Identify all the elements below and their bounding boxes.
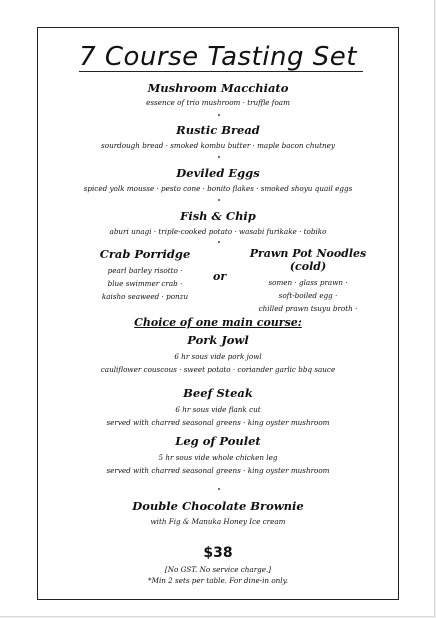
course-desc-line: chilled prawn tsuyu broth · bbox=[258, 304, 358, 313]
main-line: 5 hr sous vide whole chicken leg bbox=[158, 453, 278, 462]
main-line: cauliflower couscous · sweet potato · coriander garlic bbq sauce bbox=[100, 365, 336, 374]
separator-dot bbox=[218, 241, 220, 243]
course-name: Deviled Eggs bbox=[176, 166, 260, 180]
title-underline bbox=[79, 71, 363, 72]
main-name: Leg of Poulet bbox=[175, 434, 261, 448]
main-name: Beef Steak bbox=[183, 386, 253, 400]
course-desc: essence of trio mushroom · truffle foam bbox=[146, 98, 290, 107]
main-line: 6 hr sous vide pork jowl bbox=[174, 352, 262, 361]
course-desc-line: blue swimmer crab · bbox=[107, 279, 183, 288]
dessert-desc: with Fig & Manuka Honey Ice cream bbox=[150, 517, 286, 526]
course-name: Mushroom Macchiato bbox=[147, 81, 289, 95]
course-name: Crab Porridge bbox=[99, 247, 191, 261]
separator-dot bbox=[218, 114, 220, 116]
separator-dot bbox=[218, 156, 220, 158]
main-line: served with charred seasonal greens · king oyster mushroom bbox=[106, 466, 330, 475]
course-desc-line: somen · glass prawn · bbox=[268, 278, 348, 287]
course-name: Rustic Bread bbox=[176, 123, 260, 137]
course-desc-line: soft-boiled egg · bbox=[278, 291, 338, 300]
or-label: or bbox=[213, 270, 227, 283]
separator-dot bbox=[218, 488, 220, 490]
menu-frame bbox=[37, 27, 399, 600]
course-desc: sourdough bread · smoked kombu butter · maple bacon chutney bbox=[101, 141, 335, 150]
min-order-note: *Min 2 sets per table. For dine-in only. bbox=[147, 576, 288, 585]
either-left bbox=[90, 247, 200, 301]
course-name: Prawn Pot Noodles (cold) bbox=[249, 247, 367, 273]
course-desc: aburi unagi · triple-cooked potato · wasabi furikake · tobiko bbox=[109, 227, 327, 236]
course-desc-line: pearl barley risotto · bbox=[107, 266, 183, 275]
main-line: served with charred seasonal greens · king oyster mushroom bbox=[106, 418, 330, 427]
either-right bbox=[230, 247, 386, 313]
main-line: 6 hr sous vide flank cut bbox=[175, 405, 261, 414]
menu-title: 7 Course Tasting Set bbox=[79, 42, 357, 72]
price-note: [No GST. No service charge.] bbox=[164, 565, 272, 574]
course-desc-line: kaisho seaweed · ponzu bbox=[101, 292, 189, 301]
course-desc: spiced yolk mousse · pesto cone · bonito flakes · smoked shoyu quail eggs bbox=[83, 184, 353, 193]
price: $38 bbox=[203, 545, 233, 561]
main-name: Pork Jowl bbox=[187, 333, 249, 347]
separator-dot bbox=[218, 199, 220, 201]
choice-heading: Choice of one main course: bbox=[134, 316, 302, 329]
dessert-name: Double Chocolate Brownie bbox=[132, 499, 304, 513]
course-name: Fish & Chip bbox=[180, 209, 256, 223]
